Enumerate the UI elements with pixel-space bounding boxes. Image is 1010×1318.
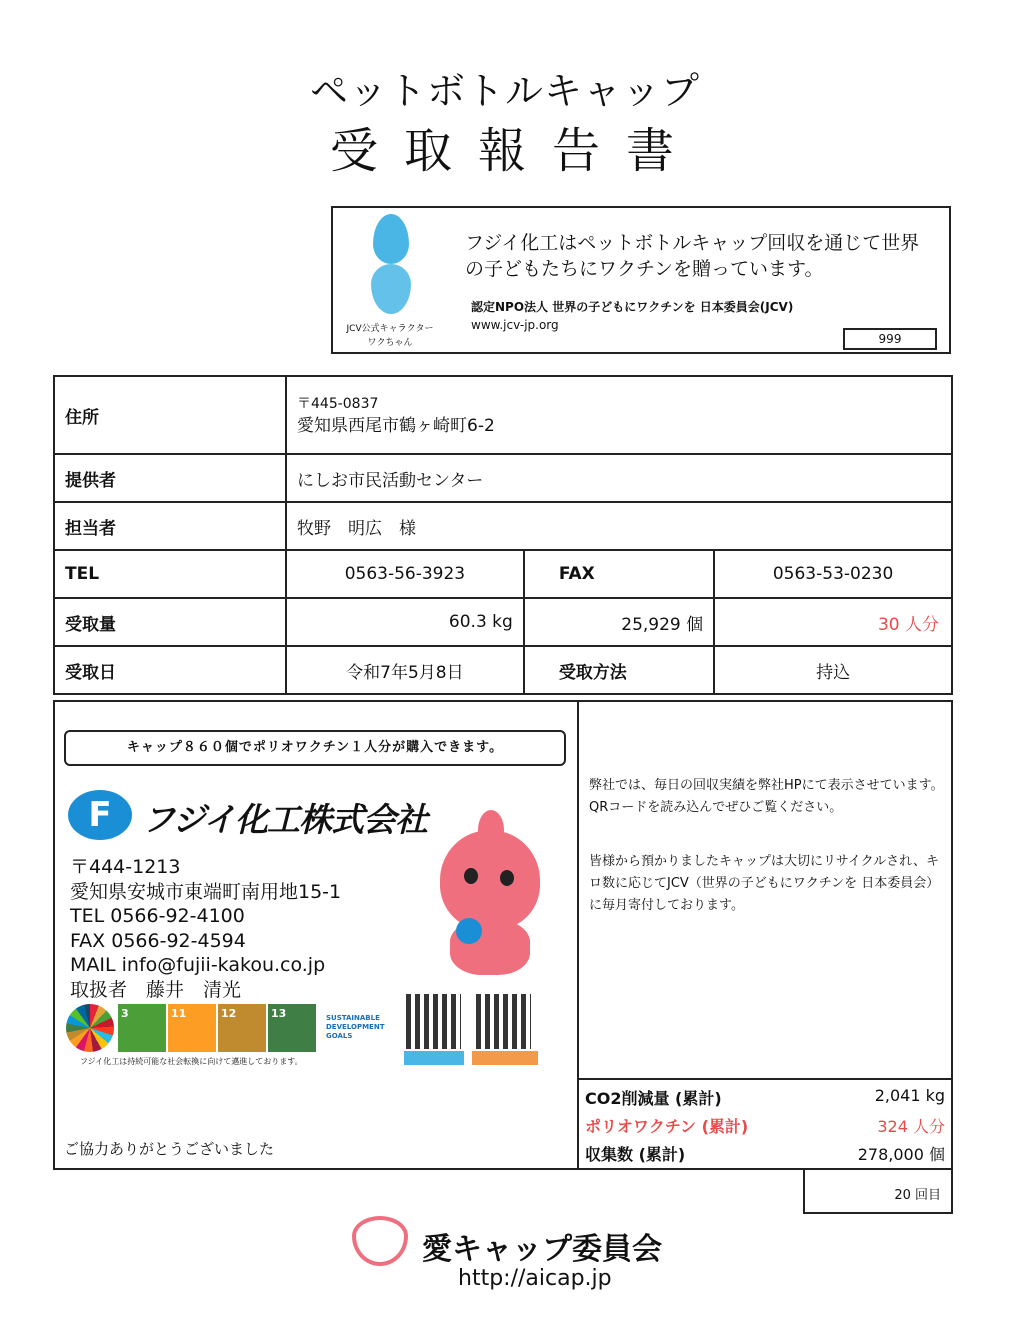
- qr-caption-bar: [404, 1051, 464, 1065]
- receipt-table: [53, 375, 953, 695]
- sdg-goal-11-icon: 11: [168, 1004, 216, 1052]
- address-label: 住所: [54, 376, 286, 454]
- company-fax: FAX 0566-92-4594: [70, 929, 246, 952]
- polio-note: キャップ８６０個でポリオワクチン１人分が購入できます。: [64, 730, 566, 766]
- jcv-message-line2: の子どもたちにワクチンを贈っています。: [465, 258, 824, 280]
- jcv-character-label: JCV公式キャラクター: [346, 324, 434, 334]
- fax-label: FAX: [524, 550, 714, 598]
- info-paragraph-2: 皆様から預かりましたキャップは大切にリサイクルされ、キロ数に応じてJCV（世界の子どもにワクチンを 日本委員会）に毎月寄付しております。: [589, 854, 940, 913]
- method-label: 受取方法: [524, 646, 714, 694]
- people-value: 30 人分: [714, 598, 952, 646]
- company-info: [70, 855, 341, 1002]
- date-value: 令和7年5月8日: [286, 646, 524, 694]
- sdgs-wheel-icon: [66, 1004, 114, 1052]
- count-value: 25,929 個: [524, 598, 714, 646]
- wakuchan-drop-icon: [373, 214, 409, 264]
- report-title-line1: ペットボトルキャップ: [309, 69, 700, 113]
- thanks-message: ご協力ありがとうございました: [64, 1140, 275, 1158]
- sdgs-caption: フジイ化工は持続可能な社会転換に向けて邁進しております。: [80, 1057, 303, 1066]
- collected-value: 278,000 個: [857, 1145, 945, 1164]
- jcv-number-box: 999: [843, 328, 937, 350]
- date-label: 受取日: [54, 646, 286, 694]
- company-postal: 〒444-1213: [70, 856, 181, 878]
- sdgs-goals-logo: SUSTAINABLE DEVELOPMENT GOALS: [326, 1014, 385, 1040]
- jcv-info-box: [331, 206, 951, 354]
- person-label: 担当者: [54, 502, 286, 550]
- tel-value: 0563-56-3923: [286, 550, 524, 598]
- wakuchan-drop-icon: [371, 264, 411, 314]
- sdg-goal-3-icon: 3: [118, 1004, 166, 1052]
- jcv-message-line1: フジイ化工はペットボトルキャップ回収を通じて世界: [465, 232, 920, 254]
- report-title-line2: 受取報告書: [329, 123, 700, 179]
- jcv-url: www.jcv-jp.org: [471, 318, 559, 332]
- co2-label: CO2削減量 (累計): [585, 1089, 722, 1108]
- company-name: フジイ化工株式会社: [142, 800, 428, 839]
- provider-value: にしお市民活動センター: [286, 454, 952, 502]
- amount-label: 受取量: [54, 598, 286, 646]
- sdg-goal-12-icon: 12: [218, 1004, 266, 1052]
- cumulative-totals: [579, 1078, 953, 1170]
- aicap-heart-logo-icon: [352, 1216, 408, 1266]
- info-paragraph-1: 弊社では、毎日の回収実績を弊社HPにて表示させています。QRコードを読み込んでぜひご覧ください。: [589, 778, 944, 815]
- footer-url[interactable]: http://aicap.jp: [458, 1266, 612, 1291]
- person-value: 牧野 明広 様: [286, 502, 952, 550]
- company-address: 愛知県安城市東端町南用地15-1: [70, 880, 342, 903]
- postal-code: 〒445-0837: [297, 396, 379, 412]
- company-mail: MAIL info@fujii-kakou.co.jp: [70, 954, 326, 976]
- report-count: 20 回目: [803, 1170, 953, 1214]
- company-handler: 取扱者 藤井 清光: [70, 978, 242, 1001]
- fax-value: 0563-53-0230: [714, 550, 952, 598]
- collected-label: 収集数 (累計): [585, 1145, 686, 1164]
- footer-org-name: 愛キャップ委員会: [422, 1232, 662, 1267]
- tel-label: TEL: [54, 550, 286, 598]
- qr-caption-bar: [472, 1051, 538, 1065]
- sdg-goal-13-icon: 13: [268, 1004, 316, 1052]
- weight-value: 60.3 kg: [286, 598, 524, 646]
- fujii-logo-icon: F: [68, 790, 132, 840]
- mascot-image: [420, 810, 550, 980]
- co2-value: 2,041 kg: [874, 1086, 945, 1105]
- address-value: 愛知県西尾市鶴ヶ崎町6-2: [297, 416, 495, 436]
- method-value: 持込: [714, 646, 952, 694]
- jcv-org-name: 認定NPO法人 世界の子どもにワクチンを 日本委員会(JCV): [471, 300, 794, 314]
- polio-value: 324 人分: [877, 1117, 945, 1136]
- qr-code-icon[interactable]: [406, 994, 461, 1049]
- company-tel: TEL 0566-92-4100: [70, 905, 245, 927]
- provider-label: 提供者: [54, 454, 286, 502]
- jcv-character-name: ワクちゃん: [367, 338, 413, 348]
- polio-label: ポリオワクチン (累計): [585, 1117, 749, 1136]
- qr-code-icon[interactable]: [476, 994, 531, 1049]
